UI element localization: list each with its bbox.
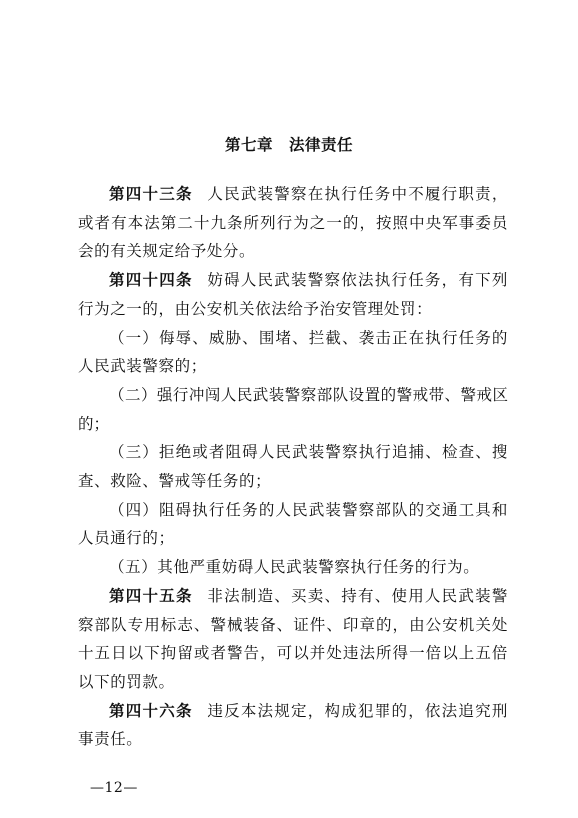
article-45 [78,582,508,697]
article-text: 违反本法规定，构成犯罪的，依法追究刑事责任。 [78,701,508,749]
article-text: 妨碍人民武装警察依法执行任务，有下列行为之一的，由公安机关依法给予治安管理处罚： [78,271,508,318]
article-number: 第四十三条 [109,185,193,203]
article-46 [78,697,508,754]
article-44-item-1: （一）侮辱、威胁、围堵、拦截、袭击正在执行任务的人民武装警察的； [78,328,508,376]
article-44-item-4: （四）阻碍执行任务的人民武装警察部队的交通工具和人员通行的； [78,500,508,548]
document-body [78,180,508,754]
page-number: —12— [90,780,138,796]
article-text: 非法制造、买卖、持有、使用人民武装警察部队专用标志、警械装备、证件、印章的，由公安机关处十五日以下拘留或者警告，可以并处违法所得一倍以上五倍以下的罚款。 [78,586,508,691]
article-text: 人民武装警察在执行任务中不履行职责，或者有本法第二十九条所列行为之一的，按照中央军事委员会的有关规定给予处分。 [78,185,508,261]
chapter-name: 法律责任 [289,136,354,154]
article-number: 第四十四条 [109,271,193,290]
article-44-item-3: （三）拒绝或者阻碍人民武装警察执行追捕、检查、搜查、救险、警戒等任务的； [78,443,508,491]
chapter-number: 第七章 [224,136,273,154]
article-44-item-2: （二）强行冲闯人民武装警察部队设置的警戒带、警戒区的； [78,385,508,433]
article-44-item-5: （五）其他严重妨碍人民武装警察执行任务的行为。 [109,558,480,577]
article-number: 第四十六条 [109,701,193,720]
chapter-title [0,133,578,155]
article-44 [78,266,508,323]
article-number: 第四十五条 [109,586,193,605]
article-43 [78,180,508,266]
